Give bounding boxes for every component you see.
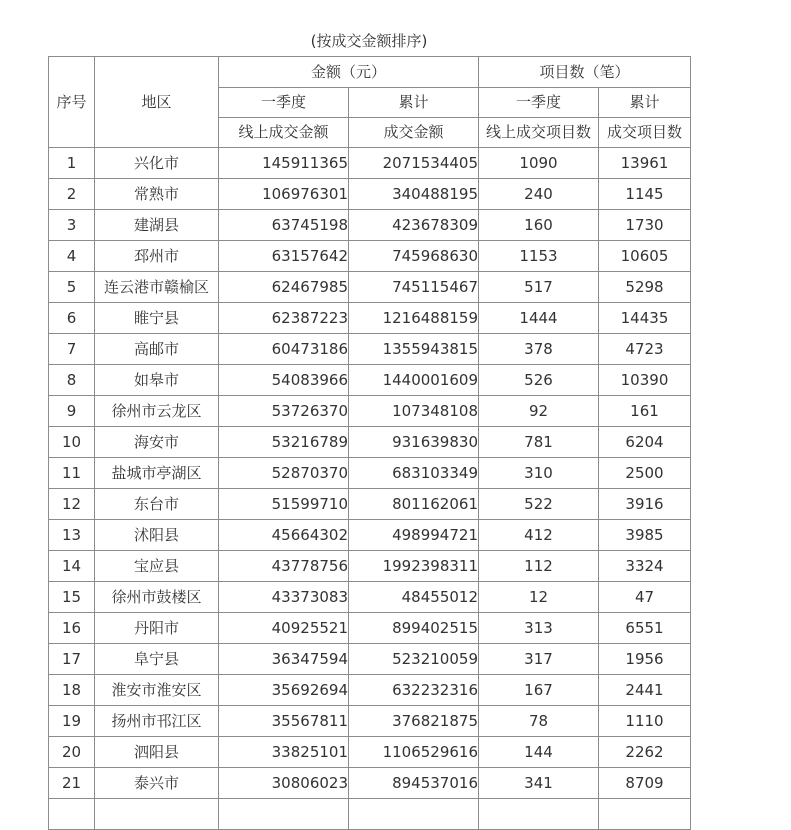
cell-seq: 12 — [49, 489, 95, 520]
cell-q1-count: 412 — [479, 520, 599, 551]
cell-q1-count: 313 — [479, 613, 599, 644]
table-row — [49, 613, 691, 644]
cell-total-count: 14435 — [599, 303, 691, 334]
cell-q1-amount: 63745198 — [219, 210, 349, 241]
cell-region: 连云港市赣榆区 — [95, 272, 219, 303]
table-row — [49, 427, 691, 458]
cell-q1-amount: 63157642 — [219, 241, 349, 272]
cell-total-amount: 1216488159 — [349, 303, 479, 334]
cell-seq: 19 — [49, 706, 95, 737]
cell-total-amount: 423678309 — [349, 210, 479, 241]
cell-total-count: 47 — [599, 582, 691, 613]
cell-seq: 16 — [49, 613, 95, 644]
cell-seq: 14 — [49, 551, 95, 582]
cell-region: 东台市 — [95, 489, 219, 520]
cell-total-amount: 340488195 — [349, 179, 479, 210]
cell-seq: 21 — [49, 768, 95, 799]
cell-q1-amount: 35567811 — [219, 706, 349, 737]
header-q1-online-count: 线上成交项目数 — [479, 118, 599, 148]
cell-q1-amount: 54083966 — [219, 365, 349, 396]
cell-region: 兴化市 — [95, 148, 219, 179]
cell-total-count: 4723 — [599, 334, 691, 365]
cell-total-count: 3985 — [599, 520, 691, 551]
header-q1-online-amount: 线上成交金额 — [219, 118, 349, 148]
ranking-table — [48, 56, 691, 830]
cell-region: 徐州市云龙区 — [95, 396, 219, 427]
header-cumulative-amount: 累计 — [349, 88, 479, 118]
cell-seq: 7 — [49, 334, 95, 365]
cell-q1-amount: 43373083 — [219, 582, 349, 613]
cell-q1-count: 310 — [479, 458, 599, 489]
cell-seq: 18 — [49, 675, 95, 706]
table-row — [49, 520, 691, 551]
cell-empty — [479, 799, 599, 830]
cell-total-count: 1110 — [599, 706, 691, 737]
cell-region: 泗阳县 — [95, 737, 219, 768]
cell-region: 海安市 — [95, 427, 219, 458]
cell-seq: 6 — [49, 303, 95, 334]
cell-total-count: 2500 — [599, 458, 691, 489]
cell-total-amount: 931639830 — [349, 427, 479, 458]
cell-total-amount: 683103349 — [349, 458, 479, 489]
table-row — [49, 582, 691, 613]
cell-q1-count: 1090 — [479, 148, 599, 179]
cell-seq: 15 — [49, 582, 95, 613]
cell-total-count: 1145 — [599, 179, 691, 210]
cell-q1-amount: 45664302 — [219, 520, 349, 551]
cell-region: 建湖县 — [95, 210, 219, 241]
cell-q1-amount: 62387223 — [219, 303, 349, 334]
cell-seq: 13 — [49, 520, 95, 551]
cell-seq: 9 — [49, 396, 95, 427]
cell-total-count: 1730 — [599, 210, 691, 241]
cell-q1-amount: 62467985 — [219, 272, 349, 303]
cell-total-count: 6204 — [599, 427, 691, 458]
cell-empty — [349, 799, 479, 830]
cell-q1-amount: 35692694 — [219, 675, 349, 706]
cell-total-amount: 48455012 — [349, 582, 479, 613]
table-row — [49, 303, 691, 334]
cell-q1-count: 1444 — [479, 303, 599, 334]
header-cumulative-count: 累计 — [599, 88, 691, 118]
cell-total-count: 6551 — [599, 613, 691, 644]
cell-seq: 17 — [49, 644, 95, 675]
cell-q1-count: 781 — [479, 427, 599, 458]
cell-q1-count: 240 — [479, 179, 599, 210]
cell-seq: 4 — [49, 241, 95, 272]
table-row — [49, 458, 691, 489]
cell-region: 泰兴市 — [95, 768, 219, 799]
header-region: 地区 — [95, 57, 219, 148]
table-row — [49, 675, 691, 706]
table-row — [49, 489, 691, 520]
cell-q1-amount: 30806023 — [219, 768, 349, 799]
header-seq: 序号 — [49, 57, 95, 148]
cell-region: 睢宁县 — [95, 303, 219, 334]
cell-q1-amount: 53726370 — [219, 396, 349, 427]
table-row — [49, 644, 691, 675]
cell-q1-count: 78 — [479, 706, 599, 737]
cell-seq: 20 — [49, 737, 95, 768]
cell-q1-count: 12 — [479, 582, 599, 613]
table-row-partial — [49, 799, 691, 830]
cell-total-amount: 899402515 — [349, 613, 479, 644]
cell-total-count: 1956 — [599, 644, 691, 675]
cell-q1-count: 92 — [479, 396, 599, 427]
cell-region: 扬州市邗江区 — [95, 706, 219, 737]
cell-q1-count: 144 — [479, 737, 599, 768]
cell-q1-amount: 53216789 — [219, 427, 349, 458]
cell-region: 邳州市 — [95, 241, 219, 272]
cell-q1-amount: 145911365 — [219, 148, 349, 179]
cell-q1-count: 1153 — [479, 241, 599, 272]
cell-q1-amount: 106976301 — [219, 179, 349, 210]
table-row — [49, 241, 691, 272]
cell-q1-count: 517 — [479, 272, 599, 303]
table-row — [49, 551, 691, 582]
table-row — [49, 179, 691, 210]
cell-region: 阜宁县 — [95, 644, 219, 675]
cell-total-amount: 1355943815 — [349, 334, 479, 365]
cell-q1-amount: 40925521 — [219, 613, 349, 644]
cell-total-count: 13961 — [599, 148, 691, 179]
cell-total-amount: 894537016 — [349, 768, 479, 799]
cell-region: 盐城市亭湖区 — [95, 458, 219, 489]
cell-seq: 1 — [49, 148, 95, 179]
cell-total-count: 5298 — [599, 272, 691, 303]
cell-total-amount: 1440001609 — [349, 365, 479, 396]
cell-total-amount: 1106529616 — [349, 737, 479, 768]
cell-total-count: 10390 — [599, 365, 691, 396]
table-row — [49, 148, 691, 179]
header-row-groups — [49, 57, 691, 88]
table-body — [49, 57, 691, 830]
table-row — [49, 334, 691, 365]
cell-q1-amount: 36347594 — [219, 644, 349, 675]
cell-q1-count: 378 — [479, 334, 599, 365]
cell-q1-count: 526 — [479, 365, 599, 396]
cell-seq: 8 — [49, 365, 95, 396]
cell-total-count: 161 — [599, 396, 691, 427]
cell-region: 如皋市 — [95, 365, 219, 396]
header-count-group: 项目数（笔） — [479, 57, 691, 88]
table-row — [49, 396, 691, 427]
cell-total-amount: 107348108 — [349, 396, 479, 427]
cell-region: 常熟市 — [95, 179, 219, 210]
cell-seq: 11 — [49, 458, 95, 489]
cell-region: 徐州市鼓楼区 — [95, 582, 219, 613]
table-row — [49, 706, 691, 737]
table-caption: (按成交金额排序) — [310, 32, 428, 50]
cell-seq: 5 — [49, 272, 95, 303]
cell-q1-amount: 52870370 — [219, 458, 349, 489]
cell-total-amount: 376821875 — [349, 706, 479, 737]
table-row — [49, 737, 691, 768]
cell-total-count: 2262 — [599, 737, 691, 768]
cell-q1-count: 160 — [479, 210, 599, 241]
header-deal-count: 成交项目数 — [599, 118, 691, 148]
cell-q1-count: 341 — [479, 768, 599, 799]
header-q1-count: 一季度 — [479, 88, 599, 118]
cell-seq: 2 — [49, 179, 95, 210]
cell-region: 丹阳市 — [95, 613, 219, 644]
header-q1-amount: 一季度 — [219, 88, 349, 118]
cell-total-amount: 498994721 — [349, 520, 479, 551]
cell-empty — [219, 799, 349, 830]
cell-total-amount: 632232316 — [349, 675, 479, 706]
cell-total-amount: 745968630 — [349, 241, 479, 272]
cell-total-amount: 523210059 — [349, 644, 479, 675]
cell-region: 淮安市淮安区 — [95, 675, 219, 706]
cell-q1-count: 112 — [479, 551, 599, 582]
table-row — [49, 272, 691, 303]
header-amount-group: 金额（元） — [219, 57, 479, 88]
cell-empty — [95, 799, 219, 830]
cell-seq: 3 — [49, 210, 95, 241]
cell-empty — [49, 799, 95, 830]
cell-total-count: 8709 — [599, 768, 691, 799]
cell-empty — [599, 799, 691, 830]
table-row — [49, 365, 691, 396]
cell-total-amount: 1992398311 — [349, 551, 479, 582]
cell-total-count: 3916 — [599, 489, 691, 520]
cell-region: 沭阳县 — [95, 520, 219, 551]
cell-q1-amount: 51599710 — [219, 489, 349, 520]
header-deal-amount: 成交金额 — [349, 118, 479, 148]
cell-total-amount: 2071534405 — [349, 148, 479, 179]
cell-q1-amount: 60473186 — [219, 334, 349, 365]
cell-q1-count: 167 — [479, 675, 599, 706]
cell-q1-amount: 33825101 — [219, 737, 349, 768]
cell-total-amount: 801162061 — [349, 489, 479, 520]
cell-total-count: 10605 — [599, 241, 691, 272]
cell-q1-amount: 43778756 — [219, 551, 349, 582]
cell-total-count: 2441 — [599, 675, 691, 706]
cell-total-count: 3324 — [599, 551, 691, 582]
cell-region: 宝应县 — [95, 551, 219, 582]
cell-total-amount: 745115467 — [349, 272, 479, 303]
table-row — [49, 210, 691, 241]
cell-seq: 10 — [49, 427, 95, 458]
cell-region: 高邮市 — [95, 334, 219, 365]
cell-q1-count: 522 — [479, 489, 599, 520]
table-row — [49, 768, 691, 799]
cell-q1-count: 317 — [479, 644, 599, 675]
